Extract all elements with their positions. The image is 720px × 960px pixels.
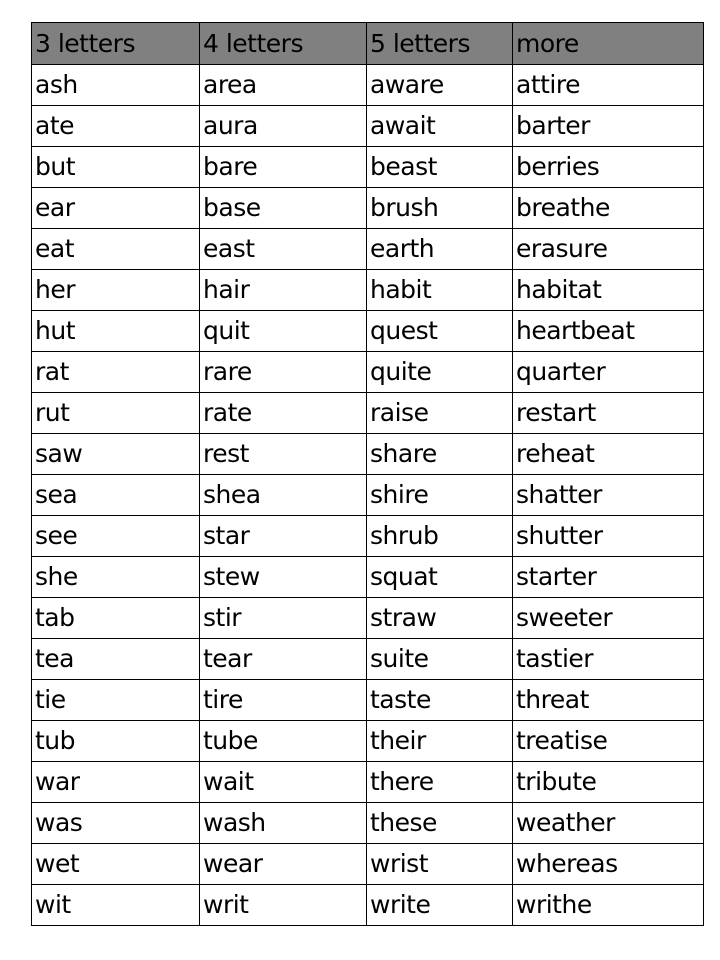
header-row [32, 23, 704, 65]
header-5-letters: 5 letters [367, 23, 513, 65]
word-3-letters: wet [32, 844, 200, 885]
table-row [32, 188, 704, 229]
word-5-letters: raise [367, 393, 513, 434]
word-3-letters: but [32, 147, 200, 188]
word-more: restart [513, 393, 704, 434]
word-4-letters: shea [200, 475, 367, 516]
word-more: heartbeat [513, 311, 704, 352]
word-4-letters: hair [200, 270, 367, 311]
word-5-letters: quest [367, 311, 513, 352]
word-more: sweeter [513, 598, 704, 639]
word-3-letters: ate [32, 106, 200, 147]
word-4-letters: rare [200, 352, 367, 393]
word-more: shatter [513, 475, 704, 516]
word-3-letters: tub [32, 721, 200, 762]
table-row [32, 65, 704, 106]
word-5-letters: habit [367, 270, 513, 311]
word-more: breathe [513, 188, 704, 229]
word-5-letters: there [367, 762, 513, 803]
word-4-letters: stir [200, 598, 367, 639]
table-row [32, 352, 704, 393]
word-3-letters: ash [32, 65, 200, 106]
word-4-letters: tube [200, 721, 367, 762]
header-more: more [513, 23, 704, 65]
word-3-letters: hut [32, 311, 200, 352]
table-row [32, 516, 704, 557]
table-row [32, 434, 704, 475]
word-5-letters: shrub [367, 516, 513, 557]
word-4-letters: wait [200, 762, 367, 803]
word-more: tastier [513, 639, 704, 680]
word-3-letters: tab [32, 598, 200, 639]
word-more: reheat [513, 434, 704, 475]
word-4-letters: bare [200, 147, 367, 188]
word-more: barter [513, 106, 704, 147]
word-5-letters: share [367, 434, 513, 475]
table-row [32, 803, 704, 844]
word-3-letters: was [32, 803, 200, 844]
table-row [32, 721, 704, 762]
word-4-letters: east [200, 229, 367, 270]
word-3-letters: rat [32, 352, 200, 393]
word-4-letters: base [200, 188, 367, 229]
word-3-letters: tea [32, 639, 200, 680]
word-3-letters: her [32, 270, 200, 311]
word-4-letters: star [200, 516, 367, 557]
word-more: weather [513, 803, 704, 844]
table-row [32, 557, 704, 598]
word-5-letters: quite [367, 352, 513, 393]
word-4-letters: area [200, 65, 367, 106]
word-more: erasure [513, 229, 704, 270]
word-4-letters: aura [200, 106, 367, 147]
word-5-letters: these [367, 803, 513, 844]
table-row [32, 475, 704, 516]
word-3-letters: eat [32, 229, 200, 270]
word-5-letters: their [367, 721, 513, 762]
word-more: treatise [513, 721, 704, 762]
table-row [32, 106, 704, 147]
word-3-letters: see [32, 516, 200, 557]
table-row [32, 639, 704, 680]
table-body [32, 65, 704, 926]
header-4-letters: 4 letters [200, 23, 367, 65]
table-row [32, 762, 704, 803]
word-3-letters: sea [32, 475, 200, 516]
word-3-letters: saw [32, 434, 200, 475]
word-list-table [31, 22, 704, 926]
word-4-letters: quit [200, 311, 367, 352]
word-5-letters: brush [367, 188, 513, 229]
word-5-letters: beast [367, 147, 513, 188]
word-3-letters: war [32, 762, 200, 803]
table-row [32, 229, 704, 270]
table-row [32, 598, 704, 639]
word-5-letters: squat [367, 557, 513, 598]
word-more: berries [513, 147, 704, 188]
word-more: quarter [513, 352, 704, 393]
word-4-letters: rest [200, 434, 367, 475]
word-4-letters: stew [200, 557, 367, 598]
word-4-letters: wear [200, 844, 367, 885]
word-more: habitat [513, 270, 704, 311]
word-5-letters: straw [367, 598, 513, 639]
header-3-letters: 3 letters [32, 23, 200, 65]
word-4-letters: writ [200, 885, 367, 926]
word-5-letters: aware [367, 65, 513, 106]
word-more: attire [513, 65, 704, 106]
word-3-letters: she [32, 557, 200, 598]
table-row [32, 885, 704, 926]
word-3-letters: ear [32, 188, 200, 229]
word-4-letters: tear [200, 639, 367, 680]
table-row [32, 147, 704, 188]
word-5-letters: await [367, 106, 513, 147]
word-5-letters: wrist [367, 844, 513, 885]
word-more: tribute [513, 762, 704, 803]
word-5-letters: suite [367, 639, 513, 680]
word-3-letters: wit [32, 885, 200, 926]
word-more: whereas [513, 844, 704, 885]
word-4-letters: rate [200, 393, 367, 434]
word-4-letters: tire [200, 680, 367, 721]
word-5-letters: earth [367, 229, 513, 270]
word-3-letters: rut [32, 393, 200, 434]
word-4-letters: wash [200, 803, 367, 844]
table-row [32, 393, 704, 434]
word-more: starter [513, 557, 704, 598]
word-3-letters: tie [32, 680, 200, 721]
word-5-letters: write [367, 885, 513, 926]
word-more: shutter [513, 516, 704, 557]
word-more: writhe [513, 885, 704, 926]
table-row [32, 270, 704, 311]
table-row [32, 680, 704, 721]
word-5-letters: taste [367, 680, 513, 721]
word-5-letters: shire [367, 475, 513, 516]
table-row [32, 311, 704, 352]
word-more: threat [513, 680, 704, 721]
table-header [32, 23, 704, 65]
table-row [32, 844, 704, 885]
